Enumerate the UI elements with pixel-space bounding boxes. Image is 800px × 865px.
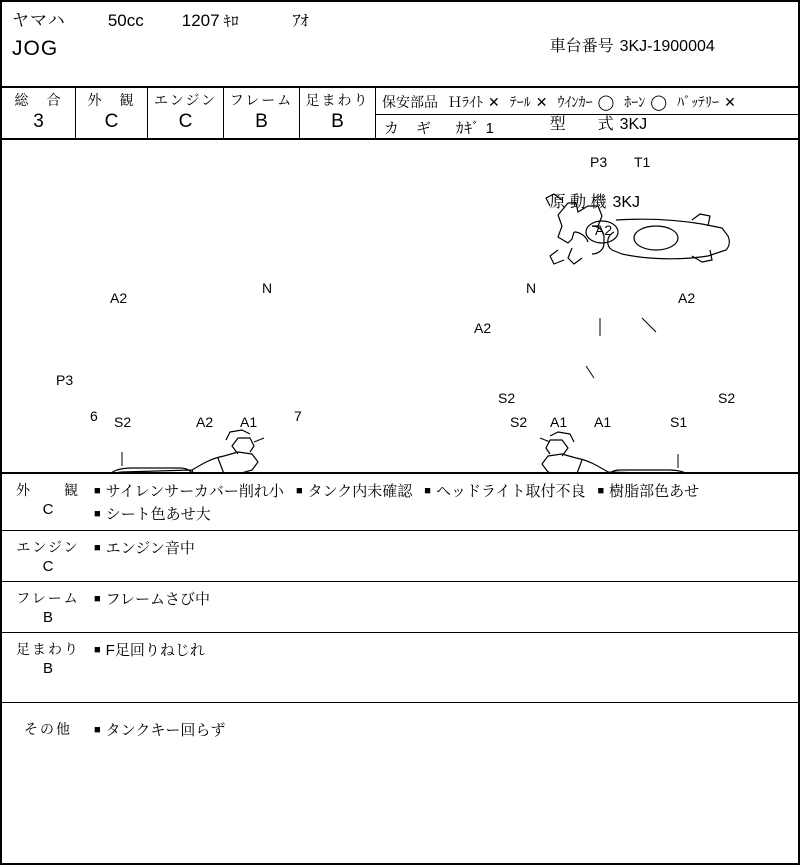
mileage-unit: ｷﾛ <box>223 13 239 30</box>
grade-engine-value: C <box>178 111 193 132</box>
maker-name: ヤマハ <box>12 11 66 30</box>
grade-exterior <box>76 88 148 138</box>
label-left-6: 6 <box>90 408 98 424</box>
note-row-frame <box>2 582 798 633</box>
note-row-undercarriage <box>2 633 798 703</box>
note-row-engine <box>2 531 798 582</box>
label-top-p3: P3 <box>590 154 608 170</box>
engine-code-label: 原 動 機 <box>549 194 607 211</box>
equipment-headlight: Ｈﾗｲﾄ ✕ <box>448 93 500 110</box>
note-category-other: その他 <box>24 721 72 737</box>
equipment-winker: ｳｲﾝｶｰ ◯ <box>557 94 615 111</box>
header-left <box>12 6 309 61</box>
bullet-icon: ■ <box>94 593 101 605</box>
grade-exterior-label: 外 観 <box>87 92 136 108</box>
label-right-s1: S1 <box>670 414 688 430</box>
label-left-p3: P3 <box>56 372 74 388</box>
key-row <box>376 115 798 140</box>
model-name: JOG <box>12 37 59 60</box>
note-category-exterior: 外 観 C <box>16 482 80 518</box>
headlight-mark: ✕ <box>488 93 500 110</box>
note-items-exterior: ■ サイレンサーカバー削れ小 ■ タンク内未確認 ■ ヘッドライト取付不良 ■ 樹脂部色あせ■ シート色あせ大 <box>94 483 700 523</box>
grade-total <box>2 88 76 138</box>
chassis-number-label: 車台番号 <box>549 38 614 55</box>
equipment-row <box>376 90 798 115</box>
note-items-other: ■ タンクキー回らず <box>94 722 226 739</box>
model-code-value: 3KJ <box>619 116 648 133</box>
model-code-label: 型 式 <box>549 116 614 133</box>
grade-exterior-value: C <box>104 111 119 132</box>
condition-notes <box>2 474 798 789</box>
note-items-frame: ■ フレームさび中 <box>94 591 211 608</box>
label-left-s2: S2 <box>114 414 132 430</box>
chassis-number-row <box>514 8 715 86</box>
grade-undercarriage-label: 足まわり <box>305 92 370 108</box>
label-top-t1: T1 <box>634 154 651 170</box>
chassis-number-value: 3KJ-1900004 <box>619 38 715 55</box>
bullet-icon: ■ <box>94 542 101 554</box>
taillight-mark: ✕ <box>535 93 548 110</box>
grade-frame-label: フレーム <box>229 92 294 108</box>
equipment-section <box>376 88 798 138</box>
bullet-icon: ■ <box>94 724 101 736</box>
label-right-n: N <box>526 280 537 296</box>
grade-undercarriage <box>300 88 376 138</box>
top-view-diagram <box>546 194 729 264</box>
mileage-value: 1207 <box>181 11 220 30</box>
key-value: ｶｷﾞ 1 <box>456 120 496 137</box>
note-category-frame: フレーム B <box>16 590 80 626</box>
right-side-view-diagram <box>503 432 724 472</box>
label-right-s2-right: S2 <box>718 390 736 406</box>
note-items-engine: ■ エンジン音中 <box>94 540 195 557</box>
equipment-taillight: ﾃｰﾙ ✕ <box>509 93 548 110</box>
grade-total-value: 3 <box>33 111 44 132</box>
label-left-7: 7 <box>294 408 302 424</box>
label-right-a2-top: A2 <box>678 290 696 306</box>
note-row-exterior <box>2 474 798 531</box>
note-row-other <box>2 703 798 789</box>
note-category-engine: エンジン C <box>16 539 80 575</box>
damage-diagram-area <box>2 140 798 474</box>
winker-mark: ◯ <box>597 94 615 111</box>
equipment-title: 保安部品 <box>382 94 438 110</box>
bullet-icon: ■ <box>94 644 101 656</box>
bullet-icon: ■ <box>424 485 431 497</box>
battery-mark: ✕ <box>724 93 736 110</box>
bullet-icon: ■ <box>597 485 605 497</box>
left-side-view-diagram <box>76 430 297 472</box>
bullet-icon: ■ <box>94 485 101 497</box>
grade-frame <box>224 88 300 138</box>
horn-mark: ◯ <box>650 94 668 111</box>
engine-code-value: 3KJ <box>612 194 641 211</box>
label-top-a2: A2 <box>595 222 613 238</box>
grade-total-label: 総 合 <box>14 92 63 108</box>
grade-engine-label: エンジン <box>153 92 218 108</box>
label-left-n: N <box>262 280 273 296</box>
key-label: カ ギ <box>384 120 433 137</box>
equipment-battery: ﾊﾞｯﾃﾘｰ ✕ <box>677 93 736 110</box>
bullet-icon: ■ <box>94 508 101 520</box>
label-left-a1: A1 <box>240 414 258 430</box>
label-left-a2-bottom: A2 <box>196 414 214 430</box>
label-right-a2-left: A2 <box>474 320 492 336</box>
body-color: ｱｵ <box>292 13 309 30</box>
bullet-icon: ■ <box>295 485 303 497</box>
label-right-s2-left: S2 <box>498 390 516 406</box>
grade-engine <box>148 88 224 138</box>
label-right-a1-mid: A1 <box>594 414 612 430</box>
displacement: 50cc <box>107 11 144 30</box>
grade-undercarriage-value: B <box>331 111 344 132</box>
equipment-horn: ﾎｰﾝ ◯ <box>624 94 668 111</box>
grade-frame-value: B <box>255 111 268 132</box>
label-left-a2-top: A2 <box>110 290 128 306</box>
label-right-a1-left: A1 <box>550 414 568 430</box>
grade-bar <box>2 88 798 140</box>
label-right-s2-bottom: S2 <box>510 414 528 430</box>
note-category-undercarriage: 足まわり B <box>16 641 80 677</box>
note-items-undercarriage: ■ F足回りねじれ <box>94 642 205 659</box>
